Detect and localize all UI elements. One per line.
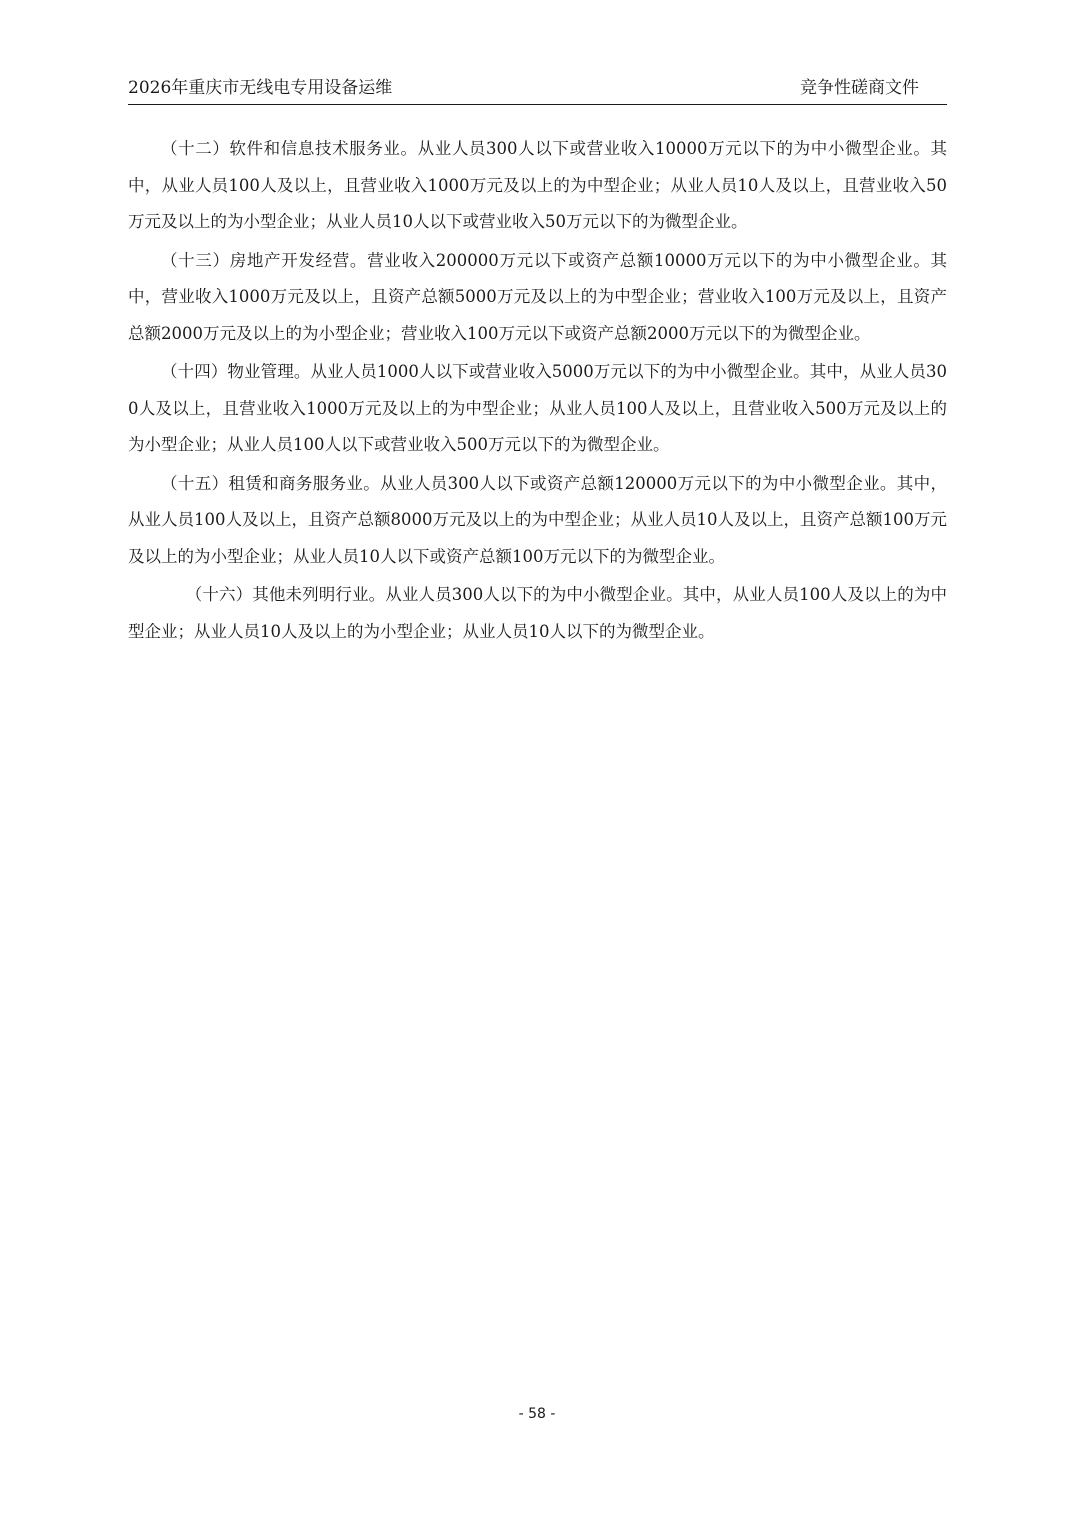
paragraph-property-management: （十四）物业管理。从业人员1000人以下或营业收入5000万元以下的为中小微型企业。其中，从业人员300人及以上，且营业收入1000万元及以上的为中型企业；从业人员100人及以上，且营业收入500万元及以上的为小型企业；从业人员100人以下或营业收入500万元以下的为微型企业。 xyxy=(128,362,947,454)
paragraph-leasing-business-services: （十五）租赁和商务服务业。从业人员300人以下或资产总额120000万元以下的为中小微型企业。其中，从业人员100人及以上，且资产总额8000万元及以上的为中型企业；从业人员10人及以上，且资产总额100万元及以上的为小型企业；从业人员10人以下或资产总额100万元以下的为微型企业。 xyxy=(128,473,947,566)
document-type: 竞争性磋商文件 xyxy=(800,78,919,98)
page-header xyxy=(128,76,947,105)
document-body xyxy=(128,131,947,652)
paragraph-real-estate: （十三）房地产开发经营。营业收入200000万元以下或资产总额10000万元以下的为中小微型企业。其中，营业收入1000万元及以上，且资产总额5000万元及以上的为中型企业；营业收入100万元及以上，且资产总额2000万元及以上的为小型企业；营业收入100万元以下或资产总额2000万元以下的为微型企业。 xyxy=(128,250,947,343)
page-number: - 58 - xyxy=(518,1406,556,1422)
document-title: 2026年重庆市无线电专用设备运维 xyxy=(128,78,393,98)
paragraph-software-it-services: （十二）软件和信息技术服务业。从业人员300人以下或营业收入10000万元以下的为中小微型企业。其中，从业人员100人及以上，且营业收入1000万元及以上的为中型企业；从业人员10人及以上，且营业收入50万元及以上的为小型企业；从业人员10人以下或营业收入50万元以下的为微型企业。 xyxy=(128,139,947,231)
paragraph-other-industries: （十六）其他未列明行业。从业人员300人以下的为中小微型企业。其中，从业人员100人及以上的为中型企业；从业人员10人及以上的为小型企业；从业人员10人以下的为微型企业。 xyxy=(128,585,947,641)
